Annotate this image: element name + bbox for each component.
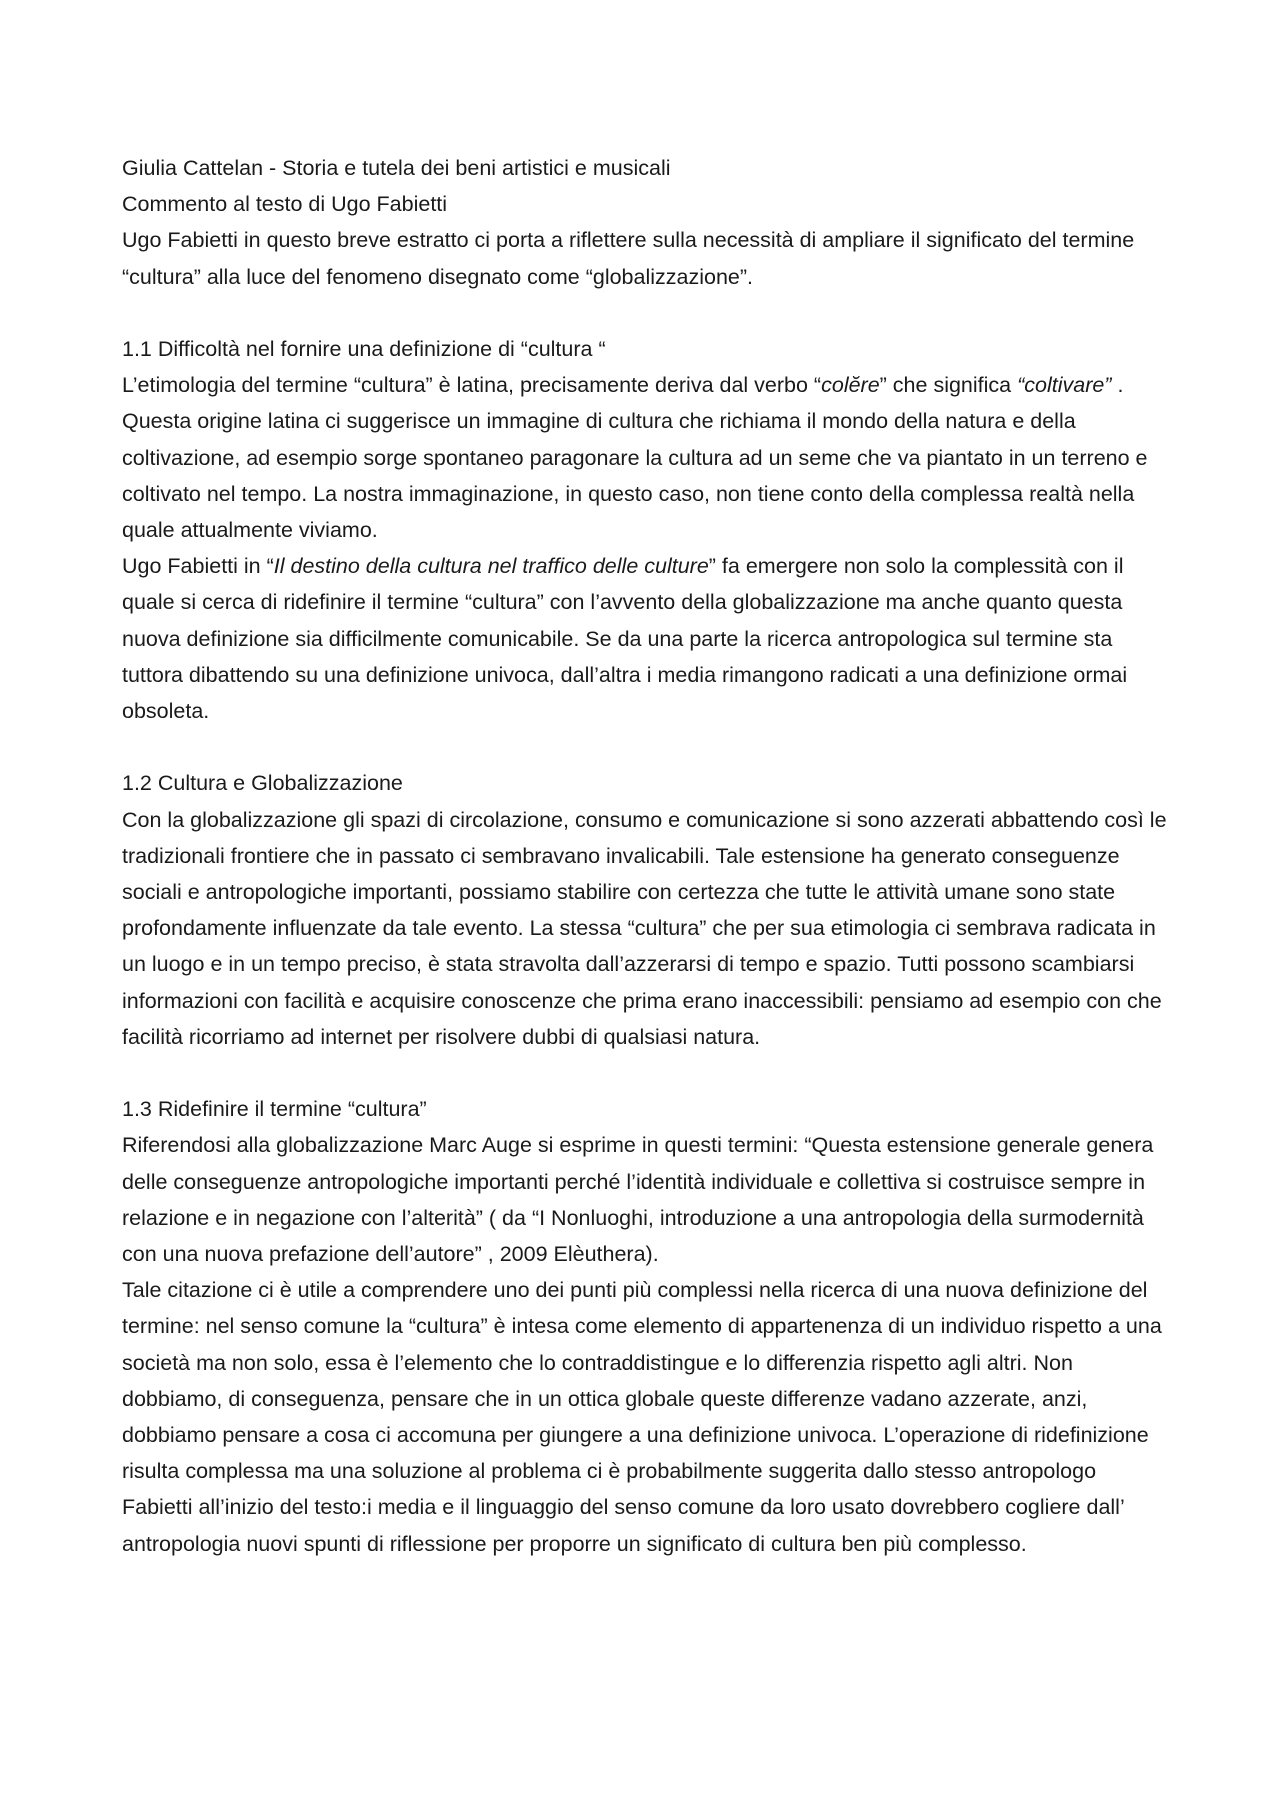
section-2-heading: 1.2 Cultura e Globalizzazione [122, 771, 403, 796]
blank-line [122, 1055, 1172, 1091]
section-3-paragraph-2: Tale citazione ci è utile a comprendere uno dei punti più complessi nella ricerca di una nuova definizione del termine: nel senso comune la “cultura” è intesa come elemento di appartenenza di un individuo rispetto a una società ma non solo, essa è l’elemento che lo contraddistingue e lo differenzia rispetto agli altri. Non dobbiamo, di conseguenza, pensare che in un ottica globale queste differenze vadano azzerate, anzi, dobbiamo pensare a cosa ci accomuna per giungere a una definizione univoca. L’operazione di ridefinizione risulta complessa ma una soluzione al problema ci è probabilmente suggerita dallo stesso antropologo Fabietti all’inizio del testo:i media e il linguaggio del senso comune da loro usato dovrebbero cogliere dall’ antropologia nuovi spunti di riflessione per proporre un significato di cultura ben più complesso. [122, 1278, 1162, 1556]
document-page [122, 150, 1172, 1562]
section-1-heading: 1.1 Difficoltà nel fornire una definizione di “cultura “ [122, 337, 606, 361]
text-run: L’etimologia del termine “cultura” è latina, precisamente deriva dal verbo “ [122, 373, 822, 398]
italic-word-coltivare: “coltivare” [1017, 373, 1112, 398]
blank-line [122, 295, 1172, 331]
blank-line [122, 729, 1172, 765]
text-run: Ugo Fabietti in “ [122, 554, 274, 579]
section-3-heading: 1.3 Ridefinire il termine “cultura” [122, 1097, 427, 1122]
text-run: ” che significa [879, 373, 1018, 398]
author-line: Giulia Cattelan - Storia e tutela dei beni artistici e musicali [122, 156, 671, 180]
section-1-paragraph-1 [122, 367, 1172, 548]
section-3-paragraph-1: Riferendosi alla globalizzazione Marc Auge si esprime in questi termini: “Questa estensione generale genera delle conseguenze antropologiche importanti perché l’identità individuale e collettiva si costruisce sempre in relazione e in negazione con l’alterità” ( da “I Nonluoghi, introduzione a una antropologia della surmodernità con una nuova prefazione dell’autore” , 2009 Elèuthera). [122, 1133, 1154, 1267]
text-run: . Questa origine latina ci suggerisce un immagine di cultura che richiama il mondo della natura e della coltivazione, ad esempio sorge spontaneo paragonare la cultura ad un seme che va piantato in un terreno e coltivato nel tempo. La nostra immaginazione, in questo caso, non tiene conto della complessa realtà nella quale attualmente viviamo. [122, 373, 1148, 543]
section-2-paragraph-1: Con la globalizzazione gli spazi di circolazione, consumo e comunicazione si sono azzerati abbattendo così le tradizionali frontiere che in passato ci sembravano invalicabili. Tale estensione ha generato conseguenze sociali e antropologiche importanti, possiamo stabilire con certezza che tutte le attività umane sono state profondamente influenzate da tale evento. La stessa “cultura” che per sua etimologia ci sembrava radicata in un luogo e in un tempo preciso, è stata stravolta dall’azzerarsi di tempo e spazio. Tutti possono scambiarsi informazioni con facilità e acquisire conoscenze che prima erano inaccessibili: pensiamo ad esempio con che facilità ricorriamo ad internet per risolvere dubbi di qualsiasi natura. [122, 807, 1167, 1049]
document-title: Commento al testo di Ugo Fabietti [122, 192, 448, 217]
section-1-paragraph-2 [122, 548, 1172, 729]
intro-paragraph: Ugo Fabietti in questo breve estratto ci porta a riflettere sulla necessità di ampliare il significato del termine “cultura” alla luce del fenomeno disegnato come “globalizzazione”. [122, 228, 1135, 289]
italic-book-title: Il destino della cultura nel traffico delle culture [273, 554, 709, 579]
text-run: ” fa emergere non solo la complessità con il quale si cerca di ridefinire il termine “cultura” con l’avvento della globalizzazione ma anche quanto questa nuova definizione sia difficilmente comunicabile. Se da una parte la ricerca antropologica sul termine sta tuttora dibattendo su una definizione univoca, dall’altra i media rimangono radicati a una definizione ormai obsoleta. [122, 554, 1128, 724]
italic-word-colere: colĕre [821, 373, 880, 398]
